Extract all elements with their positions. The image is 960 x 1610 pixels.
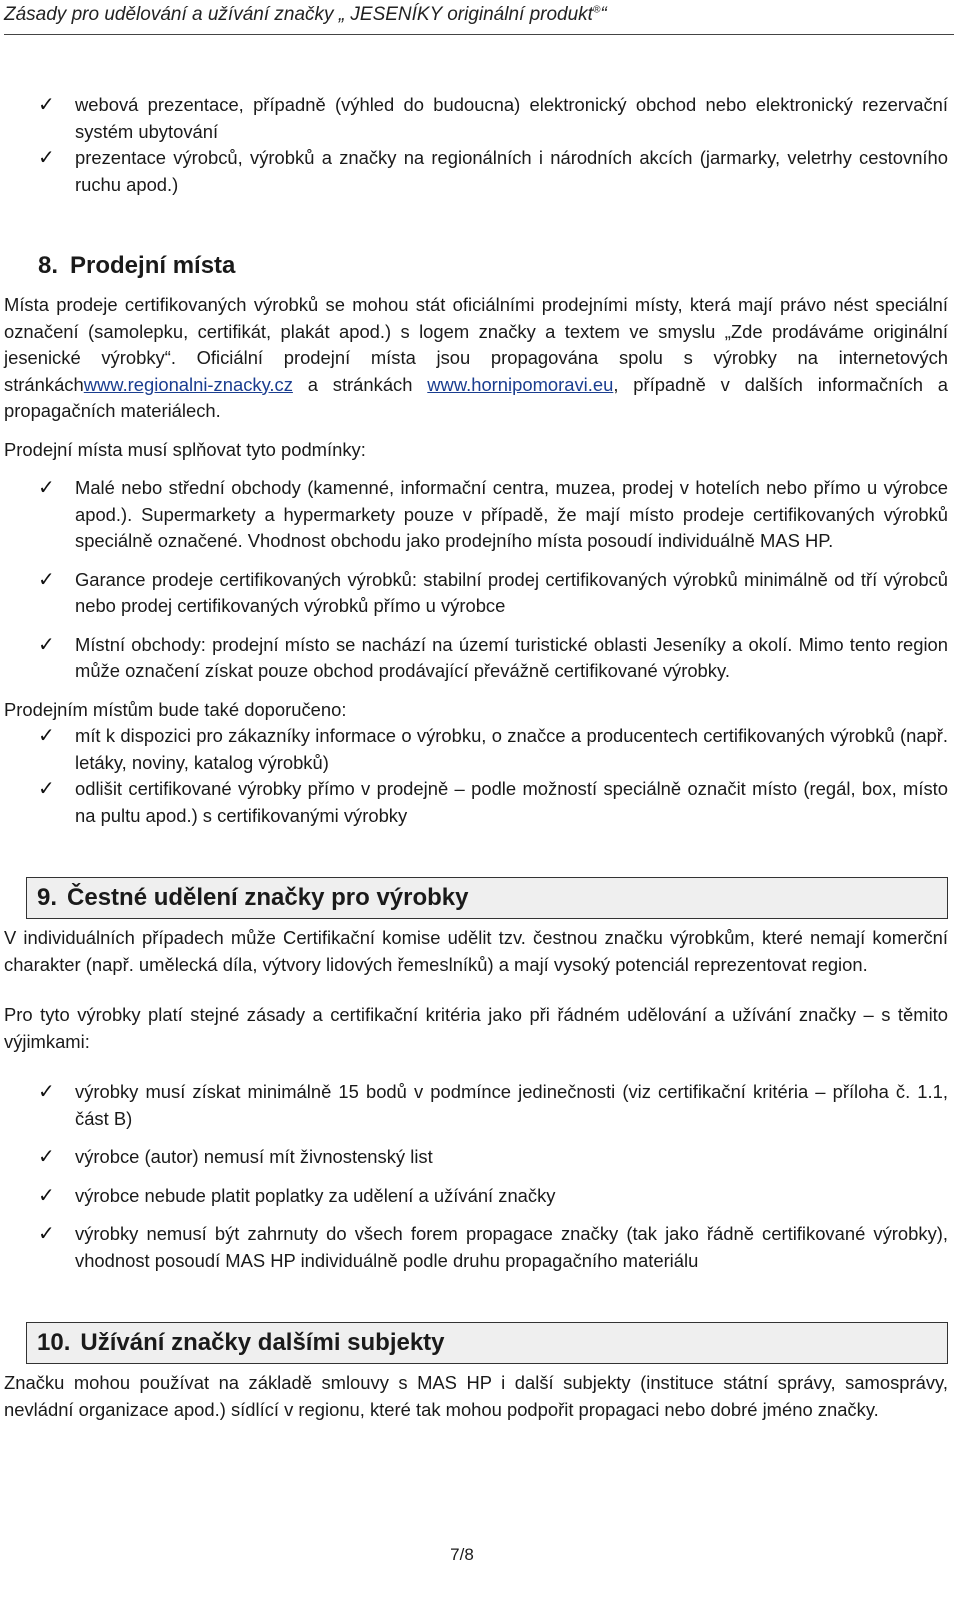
list-item: ✓ Místní obchody: prodejní místo se nachází na území turistické oblasti Jeseníky a okolí. Mimo tento region může označení získat pouze obchod prodávající převážně certifikované výrobky. bbox=[4, 632, 948, 685]
list-item: ✓ odlišit certifikované výrobky přímo v prodejně – podle možností speciálně označit místo (regál, box, místo na pultu apod.) s certifikovanými výrobky bbox=[4, 776, 948, 829]
section-9-heading bbox=[26, 877, 948, 919]
section-number: 10. bbox=[37, 1329, 71, 1356]
section-8-intro bbox=[4, 292, 948, 425]
header-closing-quote: “ bbox=[600, 4, 607, 25]
section-9-para-1: V individuálních případech může Certifikační komise udělit tzv. čestnou značku výrobkům, které nemají komerční charakter (např. umělecká díla, výtvory lidových řemeslníků) a mají vysoký potenciál reprezentovat region. bbox=[4, 927, 948, 975]
registered-mark: ® bbox=[592, 4, 601, 16]
list-item: ✓ Garance prodeje certifikovaných výrobků: stabilní prodej certifikovaných výrobků minimálně od tří výrobců nebo prodej certifikovaných výrobků přímo u výrobce bbox=[4, 567, 948, 620]
section-number: 9. bbox=[37, 884, 58, 911]
list-item: ✓ výrobce nebude platit poplatky za udělení a užívání značky bbox=[4, 1183, 948, 1210]
section-number: 8. bbox=[38, 252, 59, 279]
hornipomoravi-link[interactable]: www.hornipomoravi.eu bbox=[427, 373, 614, 395]
section-title: Užívání značky dalšími subjekty bbox=[80, 1329, 445, 1356]
conditions-list bbox=[4, 475, 948, 685]
section-9-para-2: Pro tyto výrobky platí stejné zásady a certifikační kritéria jako při řádném udělování a užívání značky – s těmito výjimkami: bbox=[4, 1004, 948, 1052]
section-8-heading bbox=[4, 250, 948, 282]
running-header bbox=[4, 4, 954, 35]
list-item: ✓ webová prezentace, případně (výhled do budoucna) elektronický obchod nebo elektronický rezervační systém ubytování bbox=[4, 92, 948, 145]
section-10-para: Značku mohou používat na základě smlouvy s MAS HP i další subjekty (instituce státní správy, samosprávy, nevládní organizace apod.) sídlící v regionu, které tak mohou podpořit propagaci nebo dobré jméno značky. bbox=[4, 1372, 948, 1420]
intro-text: Místa prodeje certifikovaných výrobků se mohou stát oficiálními prodejními místy, která mají právo nést speciální označení (samolepku, certifikát, plakát apod.) s logem značky a textem ve smyslu „Zde prodáváme originální jesenické výrobky“. Oficiální prodejní místa jsou propagována spolu s výrobky na internetových stránkách bbox=[4, 294, 948, 395]
list-item: ✓ výrobky nemusí být zahrnuty do všech forem propagace značky (tak jako řádně certifikované výrobky), vhodnost posoudí MAS HP individuálně podle druhu propagačního materiálu bbox=[4, 1221, 948, 1274]
list-item: ✓ výrobky musí získat minimálně 15 bodů v podmínce jedinečnosti (viz certifikační kritéria – příloha č. 1.1, část B) bbox=[4, 1079, 948, 1132]
exceptions-list bbox=[4, 1079, 948, 1274]
after-link-text: , případně v dalších informačních a propagačních materiálech. bbox=[4, 373, 948, 421]
section-10-heading bbox=[26, 1322, 948, 1364]
list-item: ✓ prezentace výrobců, výrobků a značky na regionálních i národních akcích (jarmarky, veletrhy cestovního ruchu apod.) bbox=[4, 145, 948, 198]
section-title: Prodejní místa bbox=[70, 252, 236, 279]
regionalni-znacky-link[interactable]: www.regionalni-znacky.cz bbox=[83, 373, 293, 395]
recommendations-list bbox=[4, 723, 948, 829]
between-links-text: a stránkách bbox=[292, 373, 428, 395]
page-number: 7/8 bbox=[450, 1545, 474, 1564]
section-title: Čestné udělení značky pro výrobky bbox=[67, 884, 469, 911]
page-content bbox=[4, 92, 948, 1423]
header-title: Zásady pro udělování a užívání značky „ JESENÍKY originální produkt bbox=[4, 4, 593, 25]
list-item: ✓ mít k dispozici pro zákazníky informace o výrobku, o značce a producentech certifikovaných výrobků (např. letáky, noviny, katalog výrobků) bbox=[4, 723, 948, 776]
intro-list bbox=[4, 92, 948, 198]
conditions-intro: Prodejní místa musí splňovat tyto podmínky: bbox=[4, 438, 366, 460]
recommend-intro: Prodejním místům bude také doporučeno: bbox=[4, 698, 347, 720]
list-item: ✓ výrobce (autor) nemusí mít živnostenský list bbox=[4, 1144, 948, 1171]
list-item: ✓ Malé nebo střední obchody (kamenné, informační centra, muzea, prodej v hotelích nebo přímo u výrobce apod.). Supermarkety a hypermarkety pouze v případě, že mají místo prodeje certifikovaných výrobků speciálně označené. Vhodnost obchodu jako prodejního místa posoudí individuálně MAS HP. bbox=[4, 475, 948, 555]
